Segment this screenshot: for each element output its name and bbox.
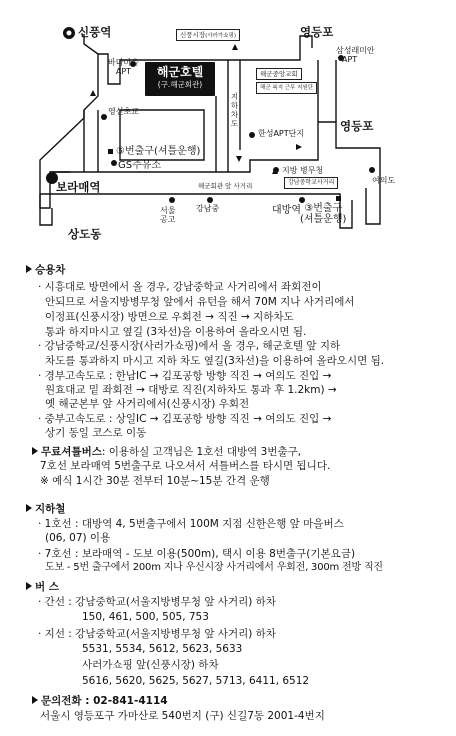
navy-church-box: 해군중앙교회 — [256, 68, 302, 80]
location-map — [0, 0, 456, 245]
triangle-bullet-icon — [32, 696, 38, 704]
sinpung-market-box — [176, 29, 240, 41]
triangle-bullet-icon — [26, 265, 32, 273]
car-line-2: 안되므로 서울지방병무청 앞에서 유턴을 해서 70M 지나 사거리에서 — [45, 296, 355, 308]
seoul-school-line2: 공고 — [160, 215, 176, 224]
boramae-station-label: 보라매역 — [56, 180, 101, 194]
yeouido-label: 여의도 — [372, 176, 396, 185]
subway-line-4: 도보 - 5번 출구에서 200m 지나 우신시장 사거리에서 우회전, 300m 전방 직진 — [45, 562, 383, 573]
shuttle-line-2: 7호선 보라매역 5번출구로 나오셔서 셔틀버스를 타시면 됩니다. — [40, 460, 331, 472]
bus-title-text: 버 스 — [35, 581, 59, 593]
bus-line-3: · 지선 : 강남중학교(서울지방병무청 앞 사거리) 하차 — [38, 628, 276, 640]
car-line-5: · 강남중학교/신풍시장(사러가쇼핑)에서 올 경우, 해군호텔 앞 지하 — [38, 340, 341, 352]
bus-line-2: 150, 461, 500, 505, 753 — [82, 611, 209, 623]
samsung-apt-label — [336, 46, 375, 64]
samsung-apt-suffix: APT — [342, 55, 358, 64]
exit3-name: ③번출구 — [304, 203, 343, 214]
yeongdeungpo-top-label: 영등포 — [300, 25, 334, 39]
samsung-apt-name: 삼성래미안 — [336, 46, 375, 55]
subway-line-1: · 1호선 : 대방역 4, 5번출구에서 100M 지점 신한은행 앞 마을버스 — [38, 518, 344, 530]
bus-section-title — [26, 579, 59, 594]
jibang-office-label: 지방 병무청 — [282, 166, 324, 175]
sinpung-market-label: 신풍시장 — [180, 31, 206, 39]
hanseong-apt-label: 한성APT단지 — [258, 129, 305, 138]
bus-line-5: 사러가쇼핑 앞(신풍시장) 하차 — [82, 659, 219, 671]
shuttle-title-text: 무료셔틀버스 — [41, 446, 102, 458]
car-line-8: 원효대교 밑 좌회전 → 대방로 직진(지하차도 통과 후 1.2km) → — [45, 384, 337, 396]
shuttle-line-1: : 이용하실 고객님은 1호선 대방역 3번출구, — [101, 446, 302, 458]
hotel-sub: (구.해군회관) — [157, 80, 203, 89]
haegun-hotel-marker — [145, 62, 215, 96]
contact-section-title — [32, 693, 168, 708]
car-line-9: 옛 해군본부 앞 사거리에서(신풍시장) 우회전 — [45, 398, 250, 410]
car-line-7: · 경부고속도로 : 한남IC → 김포공항 방향 직진 → 여의도 진입 → — [38, 370, 332, 382]
subway-title-text: 지하철 — [35, 503, 66, 515]
gangnam-intersection-box: 강남중학교사거리 — [284, 177, 338, 189]
seoul-school-line1: 서울 — [160, 206, 176, 215]
bus-line-1: · 간선 : 강남중학교(서울지방병무청 앞 사거리) 하차 — [38, 596, 276, 608]
triangle-bullet-icon — [26, 582, 32, 590]
address-line: 서울시 영등포구 가마산로 540번지 (구) 신길7동 2001-4번지 — [40, 710, 325, 722]
bus-line-4: 5531, 5534, 5612, 5623, 5633 — [82, 643, 243, 655]
car-line-6: 차도를 통과하지 마시고 지하 차도 옆길(3차선)을 이용하여 올라오시면 됨. — [45, 355, 385, 367]
car-line-11: 상기 동일 코스로 이동 — [45, 427, 147, 439]
triangle-bullet-icon — [32, 447, 38, 455]
car-section-title — [26, 262, 65, 277]
subway-line-2: (06, 07) 이용 — [45, 532, 111, 544]
badamaeul-suffix: APT — [115, 67, 132, 76]
daebang-station-label: 대방역 — [272, 205, 301, 216]
exit5-label: ⑤번출구(셔틀운행) — [116, 146, 201, 157]
badamaeul-apt-label — [108, 58, 139, 76]
contact-title-text: 문의전화 : 02-841-4114 — [41, 695, 168, 707]
exit3-sub: (셔틀운행) — [300, 214, 347, 225]
underpass-label: 지하차도 — [230, 92, 239, 128]
gs-station-label: GS주유소 — [118, 160, 162, 171]
navy-welfare-box: 해군 복지 근무 지원단 — [256, 82, 317, 94]
hotel-name: 해군호텔 — [156, 65, 204, 79]
yeongsin-school-label: 영신초교 — [108, 107, 139, 116]
car-line-4: 통과 하지마시고 옆길 (3차선)을 이용하여 올라오시면 됨. — [45, 326, 307, 338]
navy-front-intersection-label: 해군회관 앞 사거리 — [198, 182, 253, 190]
car-line-3: 이정표(신풍시장) 방면으로 우회전 → 직진 → 지하차도 — [45, 311, 294, 323]
exit3-label — [300, 203, 346, 225]
sinpung-station-label: 신풍역 — [78, 25, 112, 39]
gangnam-middle-label: 강남중 — [196, 204, 220, 213]
bus-line-6: 5616, 5620, 5625, 5627, 5713, 6411, 6512 — [82, 675, 310, 687]
sinpung-market-sub: (사러가쇼핑) — [205, 33, 236, 39]
subway-section-title — [26, 501, 65, 516]
triangle-bullet-icon — [26, 504, 32, 512]
seoul-school-label — [160, 206, 175, 224]
badamaeul-name: 바다마을 — [108, 58, 139, 67]
yeongdeungpo-right-label: 영등포 — [340, 119, 374, 133]
sangdodong-label: 상도동 — [68, 227, 102, 241]
shuttle-line-3: ※ 예식 1시간 30분 전부터 10분~15분 간격 운행 — [40, 475, 270, 487]
car-line-1: · 시흥대로 방면에서 올 경우, 강남중학교 사거리에서 좌회전이 — [38, 281, 322, 293]
shuttle-section-title — [32, 444, 301, 459]
car-line-10: · 중부고속도로 : 상일IC → 김포공항 방향 직진 → 여의도 진입 → — [38, 413, 332, 425]
subway-line-3: · 7호선 : 보라매역 - 도보 이용(500m), 택시 이용 8번출구(기본요금) — [38, 548, 356, 560]
car-title-text: 승용차 — [35, 264, 66, 276]
